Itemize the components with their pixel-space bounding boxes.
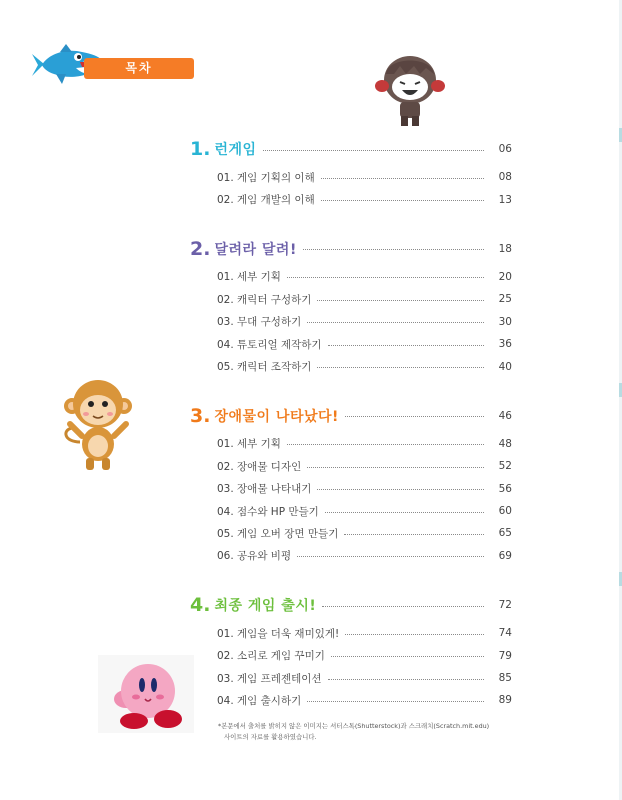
toc-entry[interactable] xyxy=(190,689,512,711)
entry-title: 04. 게임 출시하기 xyxy=(217,694,302,707)
toc-entry[interactable] xyxy=(190,311,512,333)
chapter-title: 달려라 달려! xyxy=(214,241,297,258)
chapter-number: 4. xyxy=(190,594,211,617)
dot-leader xyxy=(317,300,484,301)
page-number: 48 xyxy=(498,437,512,450)
toc-entry[interactable] xyxy=(190,288,512,310)
dot-leader xyxy=(263,150,484,151)
toc-entry[interactable] xyxy=(190,433,512,455)
entry-title: 01. 게임 기획의 이해 xyxy=(217,171,315,184)
dot-leader xyxy=(287,444,484,445)
toc-entry[interactable] xyxy=(190,500,512,522)
dot-leader xyxy=(317,367,484,368)
chapter-number: 3. xyxy=(190,404,211,427)
dot-leader xyxy=(317,489,484,490)
monkey-illustration xyxy=(58,372,138,474)
dot-leader xyxy=(297,556,484,557)
page-number: 13 xyxy=(498,193,512,206)
chapter-section xyxy=(190,132,512,211)
entry-title: 05. 게임 오버 장면 만들기 xyxy=(217,527,339,540)
entry-title: 01. 세부 기획 xyxy=(217,438,281,451)
toc-entry[interactable] xyxy=(190,355,512,377)
page-number: 25 xyxy=(498,293,512,306)
chapter-heading[interactable] xyxy=(190,399,512,433)
page-number: 69 xyxy=(498,549,512,562)
toc-title: 목차 xyxy=(84,58,194,79)
page-number: 79 xyxy=(498,649,512,662)
page-number: 56 xyxy=(498,482,512,495)
entry-title: 04. 점수와 HP 만들기 xyxy=(217,505,319,518)
table-of-contents xyxy=(190,132,512,733)
toc-entry[interactable] xyxy=(190,333,512,355)
dot-leader xyxy=(287,277,484,278)
entry-title: 04. 튜토리얼 제작하기 xyxy=(217,338,322,351)
chapter-number: 2. xyxy=(190,237,211,260)
page-number: 65 xyxy=(498,527,512,540)
chapter-heading[interactable] xyxy=(190,132,512,166)
entry-title: 06. 공유와 비평 xyxy=(217,550,292,563)
dot-leader xyxy=(321,200,484,201)
entry-title: 02. 소리로 게임 꾸미기 xyxy=(217,650,325,663)
page-number: 30 xyxy=(498,315,512,328)
pink-character-illustration xyxy=(98,655,194,733)
page-number: 46 xyxy=(498,409,512,422)
page-number: 85 xyxy=(498,672,512,685)
footnote xyxy=(218,721,518,743)
page-number: 18 xyxy=(498,242,512,255)
chapter-section xyxy=(190,399,512,567)
toc-entry[interactable] xyxy=(190,166,512,188)
chapter-heading[interactable] xyxy=(190,588,512,622)
entry-title: 02. 장애물 디자인 xyxy=(217,460,302,473)
dot-leader xyxy=(344,534,484,535)
entry-title: 01. 세부 기획 xyxy=(217,271,281,284)
page-number: 60 xyxy=(498,505,512,518)
toc-entry[interactable] xyxy=(190,622,512,644)
entry-title: 02. 게임 개발의 이해 xyxy=(217,194,315,207)
toc-entry[interactable] xyxy=(190,545,512,567)
dot-leader xyxy=(331,656,484,657)
page-number: 20 xyxy=(498,270,512,283)
entry-title: 03. 무대 구성하기 xyxy=(217,316,302,329)
page-number: 74 xyxy=(498,627,512,640)
chapter-section xyxy=(190,232,512,378)
toc-entry[interactable] xyxy=(190,188,512,210)
page-number: 06 xyxy=(498,143,512,155)
toc-entry[interactable] xyxy=(190,478,512,500)
page-number: 89 xyxy=(498,694,512,707)
entry-title: 05. 캐릭터 조작하기 xyxy=(217,361,312,374)
page-number: 08 xyxy=(498,171,512,184)
dot-leader xyxy=(322,606,484,607)
entry-title: 03. 게임 프레젠테이션 xyxy=(217,672,322,685)
toc-entry[interactable] xyxy=(190,455,512,477)
entry-title: 02. 캐릭터 구성하기 xyxy=(217,293,312,306)
chapter-title: 런게임 xyxy=(214,142,257,158)
dot-leader xyxy=(345,634,484,635)
entry-title: 03. 장애물 나타내기 xyxy=(217,483,312,496)
dark-character-illustration xyxy=(370,50,450,130)
dot-leader xyxy=(307,322,484,323)
footnote-line: *본문에서 출처를 밝히지 않은 이미지는 셔터스톡(Shutterstock)과 스크래치(Scratch.mit.edu) xyxy=(218,722,490,730)
dot-leader xyxy=(321,178,484,179)
toc-entry[interactable] xyxy=(190,266,512,288)
dot-leader xyxy=(328,345,484,346)
dot-leader xyxy=(307,467,484,468)
chapter-heading[interactable] xyxy=(190,232,512,266)
dot-leader xyxy=(328,679,484,680)
chapter-number: 1. xyxy=(190,138,211,160)
entry-title: 01. 게임을 더욱 재미있게! xyxy=(217,627,340,640)
toc-entry[interactable] xyxy=(190,522,512,544)
footnote-line: 사이트의 자료를 활용하였습니다. xyxy=(224,733,317,741)
toc-entry[interactable] xyxy=(190,644,512,666)
dot-leader xyxy=(303,249,484,250)
page-number: 72 xyxy=(498,599,512,612)
toc-entry[interactable] xyxy=(190,667,512,689)
page-number: 36 xyxy=(498,338,512,351)
dot-leader xyxy=(325,512,484,513)
page-number: 52 xyxy=(498,460,512,473)
dot-leader xyxy=(345,416,484,417)
page-number: 40 xyxy=(498,360,512,373)
chapter-section xyxy=(190,588,512,712)
chapter-title: 장애물이 나타났다! xyxy=(214,408,339,425)
toc-header xyxy=(30,44,170,88)
chapter-title: 최종 게임 출시! xyxy=(214,598,317,615)
dot-leader xyxy=(307,701,484,702)
